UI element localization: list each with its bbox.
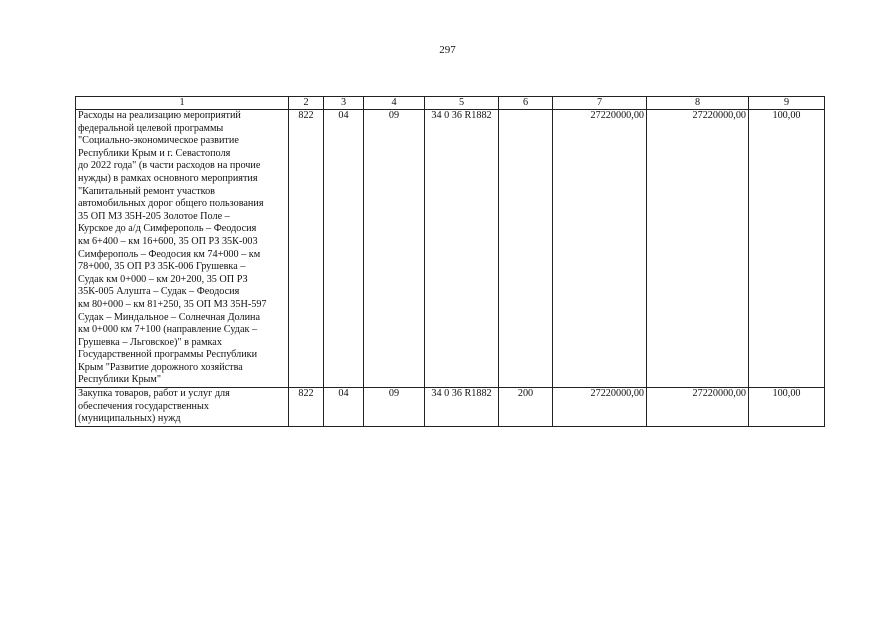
column-header-2: 2: [289, 97, 324, 110]
cell-ministry-code: 822: [289, 388, 324, 427]
column-header-1: 1: [76, 97, 289, 110]
cell-subsection-code: 09: [364, 388, 425, 427]
column-header-4: 4: [364, 97, 425, 110]
cell-target-article: 34 0 36 R1882: [425, 388, 499, 427]
cell-percent: 100,00: [749, 110, 825, 388]
cell-amount-7: 27220000,00: [553, 388, 647, 427]
table-row: [76, 110, 825, 388]
cell-amount-8: 27220000,00: [647, 388, 749, 427]
header-row: [76, 97, 825, 110]
table-row: [76, 388, 825, 427]
row-description: Расходы на реализацию мероприятий федеральной целевой программы "Социально-экономическое развитие Республики Крым и г. Севастополя до 2022 года" (в части расходов на прочие нужды) в рамках основного мероприятия "Капитальный ремонт участков автомобильных дорог общего пользования 35 ОП МЗ 35Н-205 Золотое Поле – Курское до а/д Симферополь – Феодосия км 6+400 – км 16+600, 35 ОП РЗ 35К-003 Симферополь – Феодосия км 74+000 – км 78+000, 35 ОП РЗ 35К-006 Грушевка – Судак км 0+000 – км 20+200, 35 ОП РЗ 35К-005 Алушта – Судак – Феодосия км 80+000 – км 81+250, 35 ОП МЗ 35Н-597 Судак – Миндальное – Солнечная Долина км 0+000 км 7+100 (направление Судак – Грушевка – Льговское)" в рамках Государственной программы Республики Крым "Развитие дорожного хозяйства Республики Крым": [76, 110, 289, 388]
cell-percent: 100,00: [749, 388, 825, 427]
cell-target-article: 34 0 36 R1882: [425, 110, 499, 388]
cell-ministry-code: 822: [289, 110, 324, 388]
cell-amount-8: 27220000,00: [647, 110, 749, 388]
column-header-8: 8: [647, 97, 749, 110]
cell-section-code: 04: [324, 110, 364, 388]
column-header-6: 6: [499, 97, 553, 110]
column-header-7: 7: [553, 97, 647, 110]
page-number: 297: [439, 44, 456, 56]
cell-amount-7: 27220000,00: [553, 110, 647, 388]
column-header-5: 5: [425, 97, 499, 110]
column-header-9: 9: [749, 97, 825, 110]
row-description: Закупка товаров, работ и услуг для обеспечения государственных (муниципальных) нужд: [76, 388, 289, 427]
budget-table: [75, 96, 825, 427]
cell-expense-type: [499, 110, 553, 388]
column-header-3: 3: [324, 97, 364, 110]
cell-subsection-code: 09: [364, 110, 425, 388]
cell-section-code: 04: [324, 388, 364, 427]
cell-expense-type: 200: [499, 388, 553, 427]
